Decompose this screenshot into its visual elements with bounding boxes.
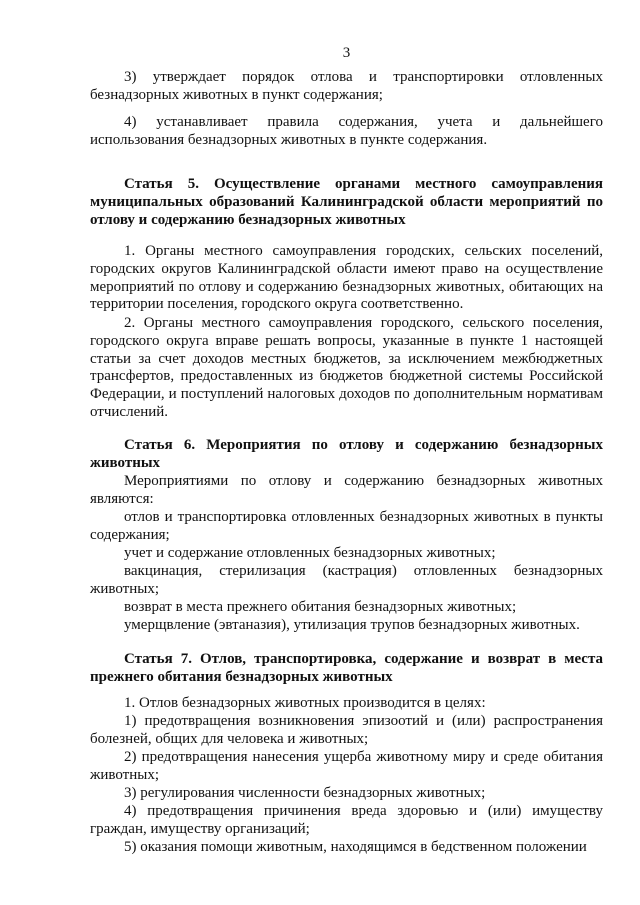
article-6-item: возврат в места прежнего обитания безнадзорных животных;: [124, 599, 517, 615]
intro-item-4: 4) устанавливает правила содержания, учета и дальнейшего использования безнадзорных животных в пункте содержания.: [90, 114, 603, 148]
article-6-item: учет и содержание отловленных безнадзорных животных;: [124, 545, 496, 561]
article-7-item: 3) регулирования численности безнадзорных животных;: [124, 785, 486, 801]
article-7-heading: Статья 7. Отлов, транспортировка, содержание и возврат в места прежнего обитания безнадзорных животных: [90, 651, 603, 685]
article-5-paragraph-1: 1. Органы местного самоуправления городских, сельских поселений, городских округов Калининградской области имеют право на осуществление мероприятий по отлову и содержанию безнадзорных животных, обитающих на территории поселения, городского округа соответственно.: [90, 243, 603, 313]
article-7-paragraph-1: 1. Отлов безнадзорных животных производится в целях:: [124, 695, 486, 711]
article-7-item: 4) предотвращения причинения вреда здоровью и (или) имуществу граждан, имуществу организаций;: [90, 803, 603, 837]
article-5-paragraph-2: 2. Органы местного самоуправления городского, сельского поселения, городского округа вправе решать вопросы, указанные в пункте 1 настоящей статьи за счет доходов местных бюджетов, за исключением межбюджетных трансфертов, предоставленных из бюджетов бюджетной системы Российской Федерации, и поступлений налоговых доходов по дополнительным нормативам отчислений.: [90, 315, 603, 420]
intro-item-3: 3) утверждает порядок отлова и транспортировки отловленных безнадзорных животных в пункт содержания;: [90, 69, 603, 103]
article-5-heading: Статья 5. Осуществление органами местного самоуправления муниципальных образований Калининградской области мероприятий по отлову и содержанию безнадзорных животных: [90, 176, 603, 228]
article-7-item: 5) оказания помощи животным, находящимся в бедственном положении: [124, 839, 587, 855]
article-7-item: 1) предотвращения возникновения эпизоотий и (или) распространения болезней, общих для человека и животных;: [90, 713, 603, 747]
article-6-heading: Статья 6. Мероприятия по отлову и содержанию безнадзорных животных: [90, 437, 603, 471]
article-6-item: вакцинация, стерилизация (кастрация) отловленных безнадзорных животных;: [90, 563, 603, 597]
article-7-item: 2) предотвращения нанесения ущерба животному миру и среде обитания животных;: [90, 749, 603, 783]
page-number: 3: [342, 45, 351, 61]
article-6-item: отлов и транспортировка отловленных безнадзорных животных в пункты содержания;: [90, 509, 603, 543]
article-6-intro: Мероприятиями по отлову и содержанию безнадзорных животных являются:: [90, 473, 603, 507]
article-6-item: умерщвление (эвтаназия), утилизация трупов безнадзорных животных.: [124, 617, 580, 633]
